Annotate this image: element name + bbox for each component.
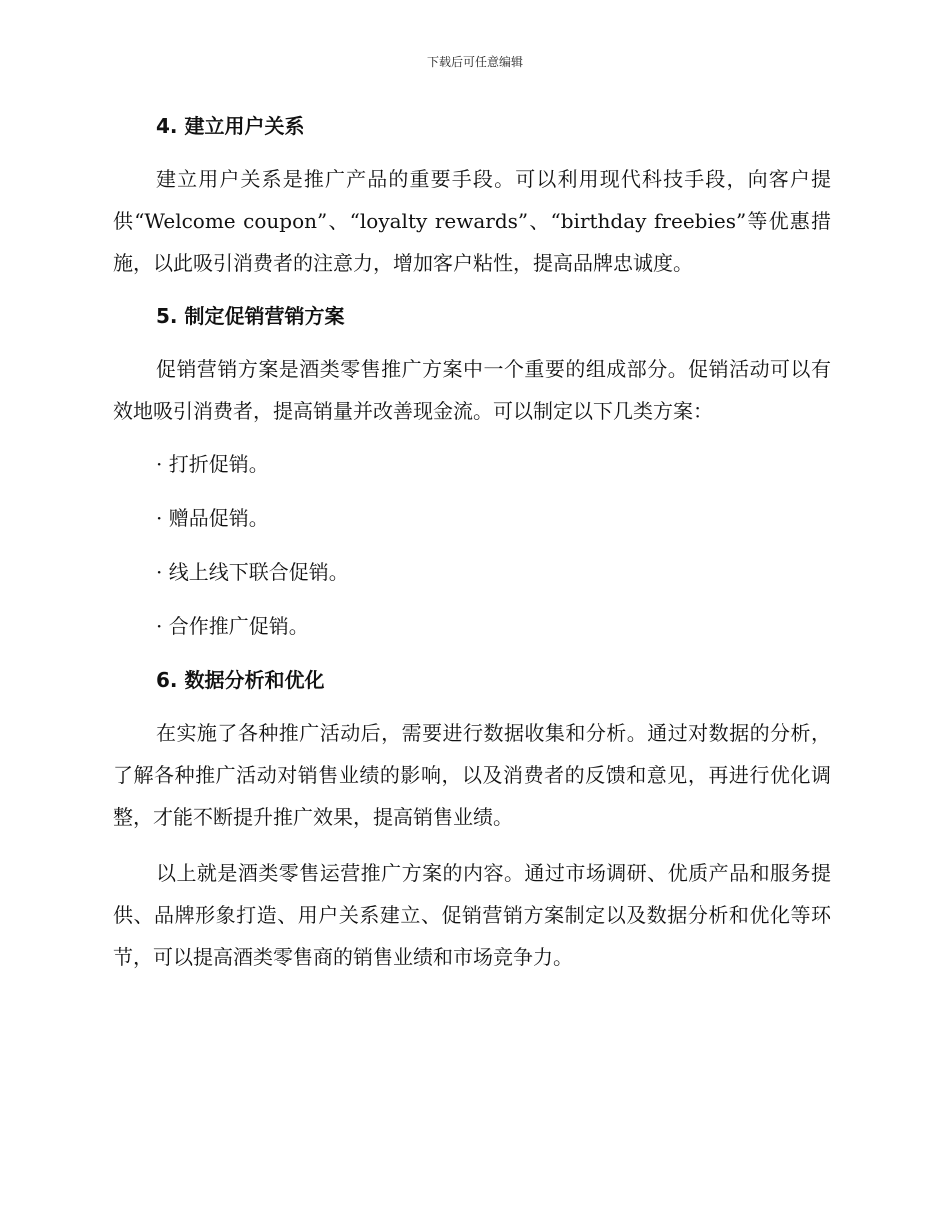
bullet-item: · 赠品促销。 (156, 506, 269, 530)
bullet-item: · 线上线下联合促销。 (156, 560, 349, 584)
bullet-item: · 打折促销。 (156, 452, 269, 476)
conclusion-paragraph: 以上就是酒类零售运营推广方案的内容。通过市场调研、优质产品和服务提供、品牌形象打造、用户关系建立、促销营销方案制定以及数据分析和优化等环节，可以提高酒类零售商的销售业绩和市场竞争力。 (113, 861, 831, 969)
section-5-paragraph: 促销营销方案是酒类零售推广方案中一个重要的组成部分。促销活动可以有效地吸引消费者，提高销量并改善现金流。可以制定以下几类方案： (113, 357, 831, 423)
section-4-paragraph: 建立用户关系是推广产品的重要手段。可以利用现代科技手段，向客户提供“Welcome coupon”、“loyalty rewards”、“birthday freebies”等优惠措施，以此吸引消费者的注意力，增加客户粘性，提高品牌忠诚度。 (113, 167, 831, 275)
document-body (113, 108, 831, 978)
section-4-heading: 4. 建立用户关系 (156, 114, 305, 138)
section-6-paragraph: 在实施了各种推广活动后，需要进行数据收集和分析。通过对数据的分析，了解各种推广活动对销售业绩的影响，以及消费者的反馈和意见，再进行优化调整，才能不断提升推广效果，提高销售业绩。 (113, 721, 831, 829)
section-5-heading: 5. 制定促销营销方案 (156, 304, 345, 328)
page-header-note: 下载后可任意编辑 (426, 55, 523, 69)
section-6-heading: 6. 数据分析和优化 (156, 668, 325, 692)
bullet-item: · 合作推广促销。 (156, 614, 309, 638)
